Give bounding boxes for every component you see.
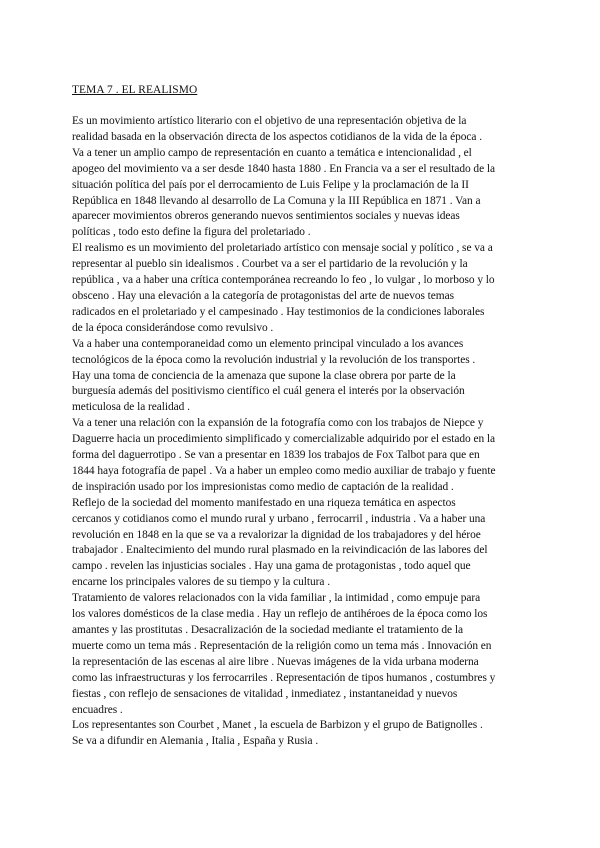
text-line: muerte como un tema más . Representación de la religión como un tema más . Innovación en xyxy=(72,639,492,652)
text-line: de la época considerándose como revulsivo . xyxy=(72,321,274,334)
text-line: Tratamiento de valores relacionados con la vida familiar , la intimidad , como empuje para xyxy=(72,592,481,605)
text-line: república , va a haber una crítica contemporánea recreando lo feo , lo vulgar , lo morboso y lo xyxy=(72,274,495,287)
text-line: Hay una toma de conciencia de la amenaza que supone la clase obrera por parte de la xyxy=(72,369,456,382)
document-body xyxy=(72,114,532,750)
text-line: trabajador . Enaltecimiento del mundo rural plasmado en la reivindicación de las labores del xyxy=(72,544,488,557)
text-line: situación política del país por el derrocamiento de Luis Felipe y la proclamación de la II xyxy=(72,178,469,191)
text-line: aparecer movimientos obreros generando nuevos sentimientos sociales y nuevas ideas xyxy=(72,210,460,223)
text-line: forma del daguerrotipo . Se van a presentar en 1839 los trabajos de Fox Talbot para que en xyxy=(72,449,480,462)
text-line: Daguerre hacia un procedimiento simplificado y comercializable adquirido por el estado en la xyxy=(72,433,496,446)
text-line: obsceno . Hay una elevación a la categoría de protagonistas del arte de nuevos temas xyxy=(72,289,454,302)
text-line: Va a haber una contemporaneidad como un elemento principal vinculado a los avances xyxy=(72,337,464,350)
text-line: encuadres . xyxy=(72,703,123,716)
text-line: cercanos y cotidianos como el mundo rural y urbano , ferrocarril , industria . Va a haber una xyxy=(72,512,486,525)
text-line: Reflejo de la sociedad del momento manifestado en una riqueza temática en aspectos xyxy=(72,496,456,509)
text-line: Va a tener un amplio campo de representación en cuanto a temática e intencionalidad , el xyxy=(72,146,472,159)
text-line: encarne los principales valores de su tiempo y la cultura . xyxy=(72,576,330,589)
text-line: Los representantes son Courbet , Manet , la escuela de Barbizon y el grupo de Batignolles . xyxy=(72,719,483,732)
text-line: Se va a difundir en Alemania , Italia , España y Rusia . xyxy=(72,735,319,748)
text-line: los valores domésticos de la clase media . Hay un reflejo de antihéroes de la época como los xyxy=(72,608,488,621)
text-line: meticulosa de la realidad . xyxy=(72,401,190,414)
text-line: como las infraestructuras y los ferrocarriles . Representación de tipos humanos , costumbres y xyxy=(72,671,496,684)
text-line: realidad basada en la observación directa de los aspectos cotidianos de la vida de la época . xyxy=(72,130,482,143)
text-line: Es un movimiento artístico literario con el objetivo de una representación objetiva de la xyxy=(72,115,467,127)
text-line: revolución en 1848 en la que se va a revalorizar la dignidad de los trabajadores y del héroe xyxy=(72,528,481,541)
text-line: políticas , todo esto define la figura del proletariado . xyxy=(72,226,311,239)
text-line: El realismo es un movimiento del proletariado artístico con mensaje social y político , se va a xyxy=(72,242,493,255)
document-page xyxy=(72,83,532,750)
text-line: radicados en el proletariado y el campesinado . Hay testimonios de la condiciones laborales xyxy=(72,305,485,318)
text-line: 1844 haya fotografía de papel . Va a haber un empleo como medio auxiliar de trabajo y fuente xyxy=(72,464,496,477)
text-line: la representación de las escenas al aire libre . Nuevas imágenes de la vida urbana moderna xyxy=(72,655,479,668)
text-line: República en 1848 llevando al desarrollo de La Comuna y la III República en 1871 . Van a xyxy=(72,194,481,207)
document-title: TEMA 7 . EL REALISMO xyxy=(72,84,198,96)
text-line: burguesía además del positivismo científico el cuál genera el interés por la observación xyxy=(72,385,465,398)
text-line: fiestas , con reflejo de sensaciones de vitalidad , inmediatez , instantaneidad y nuevos xyxy=(72,687,458,700)
text-line: apogeo del movimiento va a ser desde 1840 hasta 1880 . En Francia va a ser el resultado de la xyxy=(72,162,495,175)
text-line: Va a tener una relación con la expansión de la fotografía como con los trabajos de Niepce y xyxy=(72,417,484,430)
text-line: de inspiración usado por los impresionistas como medio de captación de la realidad . xyxy=(72,480,454,493)
text-line: campo . revelen las injusticias sociales . Hay una gama de protagonistas , todo aquel que xyxy=(72,560,471,573)
text-line: amantes y las prostitutas . Desacralización de la sociedad mediante el tratamiento de la xyxy=(72,624,463,636)
text-line: tecnológicos de la época como la revolución industrial y la revolución de los transportes . xyxy=(72,353,476,366)
text-line: representar al pueblo sin idealismos . Courbet va a ser el partidario de la revolución y la xyxy=(72,258,468,271)
